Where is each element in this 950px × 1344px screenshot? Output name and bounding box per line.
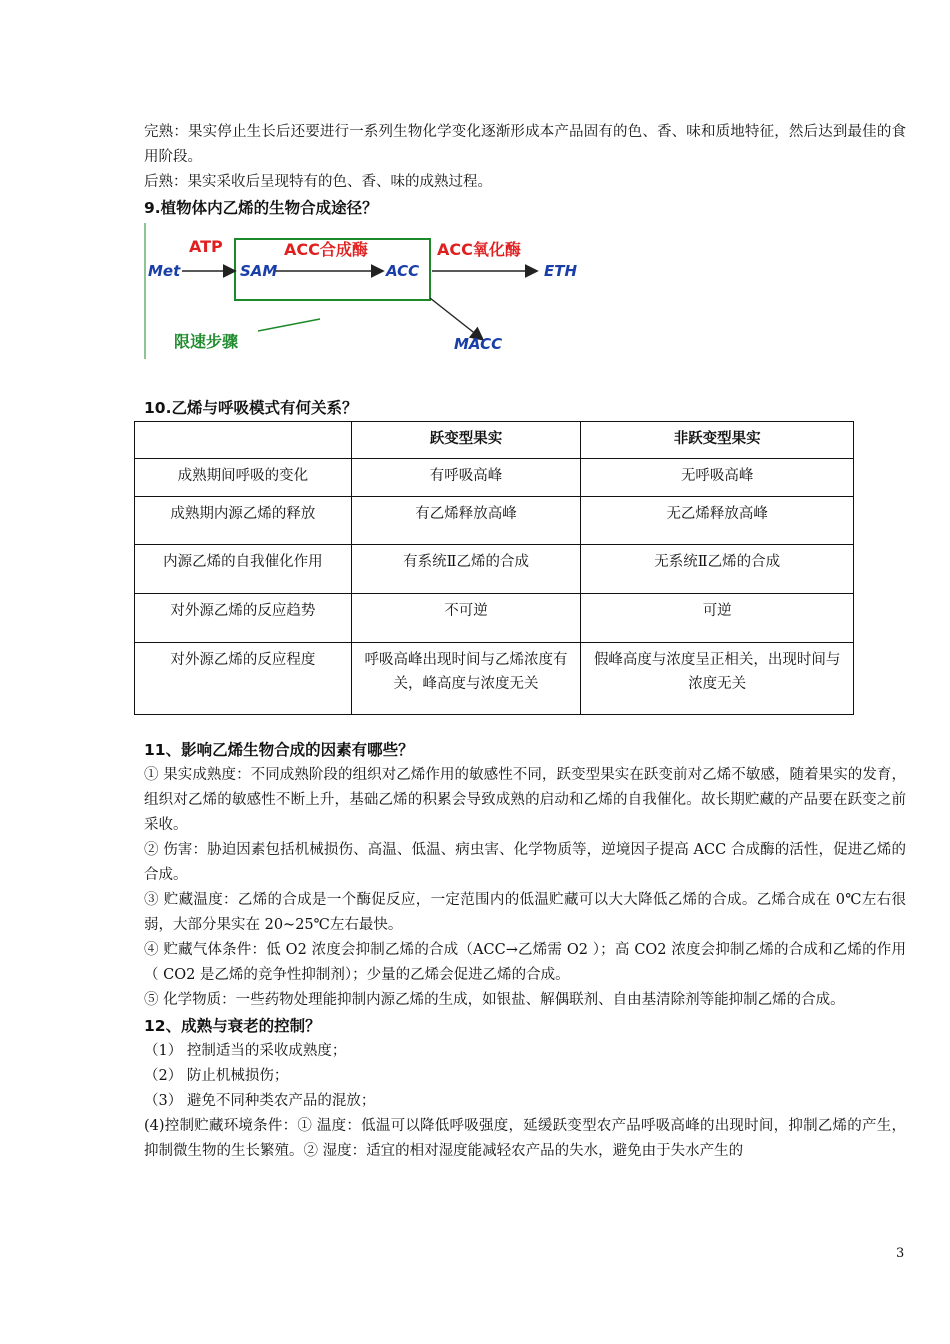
- list-item: (4)控制贮藏环境条件：① 温度：低温可以降低呼吸强度，延缓跃变型农产品呼吸高峰的出现时间，抑制乙烯的产生，抑制微生物的生长繁殖。② 湿度：适宜的相对湿度能减轻农产品的失水，避免由于失水产生的: [144, 1118, 906, 1159]
- table-cell: 成熟期间呼吸的变化: [135, 459, 352, 497]
- table-header-cell: [135, 422, 352, 459]
- table-cell: 假峰高度与浓度呈正相关，出现时间与浓度无关: [581, 643, 854, 715]
- list-item: ⑤ 化学物质：一些药物处理能抑制内源乙烯的生成，如银盐、解偶联剂、自由基清除剂等能抑制乙烯的合成。: [144, 992, 845, 1008]
- list-item: （3） 避免不同种类农产品的混放；: [144, 1093, 376, 1109]
- atp-label: ATP: [189, 237, 223, 256]
- table-row: [135, 545, 854, 594]
- document-page: [144, 120, 906, 1164]
- paragraph-houshu: 后熟：果实采收后呈现特有的色、香、味的成熟过程。: [144, 174, 492, 190]
- page-number: 3: [896, 1246, 905, 1261]
- acc-oxidase-label: ACC氧化酶: [437, 240, 521, 259]
- table-cell: 成熟期内源乙烯的释放: [135, 497, 352, 545]
- table-row: [135, 497, 854, 545]
- pointer-line: [258, 319, 320, 331]
- met-label: Met: [148, 262, 181, 280]
- macc-label: MACC: [454, 335, 503, 353]
- table-row: [135, 643, 854, 715]
- heading-q9: 9.植物体内乙烯的生物合成途径？: [144, 199, 378, 217]
- heading-q12: 12、成熟与衰老的控制？: [144, 1017, 321, 1035]
- table-cell: 无乙烯释放高峰: [581, 497, 854, 545]
- list-item: （2） 防止机械损伤；: [144, 1068, 289, 1084]
- table-row: [135, 594, 854, 643]
- list-item: ③ 贮藏温度：乙烯的合成是一个酶促反应，一定范围内的低温贮藏可以大大降低乙烯的合成。乙烯合成在 0℃左右很弱，大部分果实在 20~25℃左右最快。: [144, 892, 906, 933]
- acc-label: ACC: [386, 262, 420, 280]
- ethylene-pathway-diagram: [144, 223, 584, 363]
- table-cell: 无呼吸高峰: [581, 459, 854, 497]
- table-cell: 内源乙烯的自我催化作用: [135, 545, 352, 594]
- table-cell: 无系统Ⅱ乙烯的合成: [581, 545, 854, 594]
- heading-q10: 10.乙烯与呼吸模式有何关系？: [144, 399, 358, 417]
- arrow-acc-macc: [430, 298, 482, 339]
- table-row: [135, 459, 854, 497]
- list-item: （1） 控制适当的采收成熟度；: [144, 1043, 347, 1059]
- table-cell: 对外源乙烯的反应趋势: [135, 594, 352, 643]
- acc-synthase-label: ACC合成酶: [284, 240, 368, 259]
- list-item: ④ 贮藏气体条件：低 O2 浓度会抑制乙烯的合成（ACC→乙烯需 O2 ）；高 CO2 浓度会抑制乙烯的合成和乙烯的作用（ CO2 是乙烯的竞争性抑制剂）；少量的乙烯会促进乙烯的合成。: [144, 942, 906, 983]
- list-item: ② 伤害：胁迫因素包括机械损伤、高温、低温、病虫害、化学物质等，逆境因子提高 ACC 合成酶的活性，促进乙烯的合成。: [144, 842, 906, 883]
- respiration-ethylene-table: [134, 421, 854, 715]
- sam-label: SAM: [240, 262, 278, 280]
- table-cell: 呼吸高峰出现时间与乙烯浓度有关，峰高度与浓度无关: [351, 643, 581, 715]
- table-header-row: [135, 422, 854, 459]
- table-cell: 有乙烯释放高峰: [351, 497, 581, 545]
- table-cell: 有呼吸高峰: [351, 459, 581, 497]
- table-header-cell: 跃变型果实: [351, 422, 581, 459]
- table-cell: 有系统Ⅱ乙烯的合成: [351, 545, 581, 594]
- table-cell: 可逆: [581, 594, 854, 643]
- table-header-cell: 非跃变型果实: [581, 422, 854, 459]
- eth-label: ETH: [544, 262, 578, 280]
- table-cell: 对外源乙烯的反应程度: [135, 643, 352, 715]
- list-item: ① 果实成熟度：不同成熟阶段的组织对乙烯作用的敏感性不同，跃变型果实在跃变前对乙烯不敏感，随着果实的发育，组织对乙烯的敏感性不断上升，基础乙烯的积累会导致成熟的启动和乙烯的自我催化。故长期贮藏的产品要在跃变之前采收。: [144, 767, 906, 833]
- table-cell: 不可逆: [351, 594, 581, 643]
- rate-limiting-label: 限速步骤: [174, 332, 239, 351]
- heading-q11: 11、影响乙烯生物合成的因素有哪些？: [144, 741, 414, 759]
- paragraph-wanshu: 完熟：果实停止生长后还要进行一系列生物化学变化逐渐形成本产品固有的色、香、味和质地特征，然后达到最佳的食用阶段。: [144, 124, 906, 165]
